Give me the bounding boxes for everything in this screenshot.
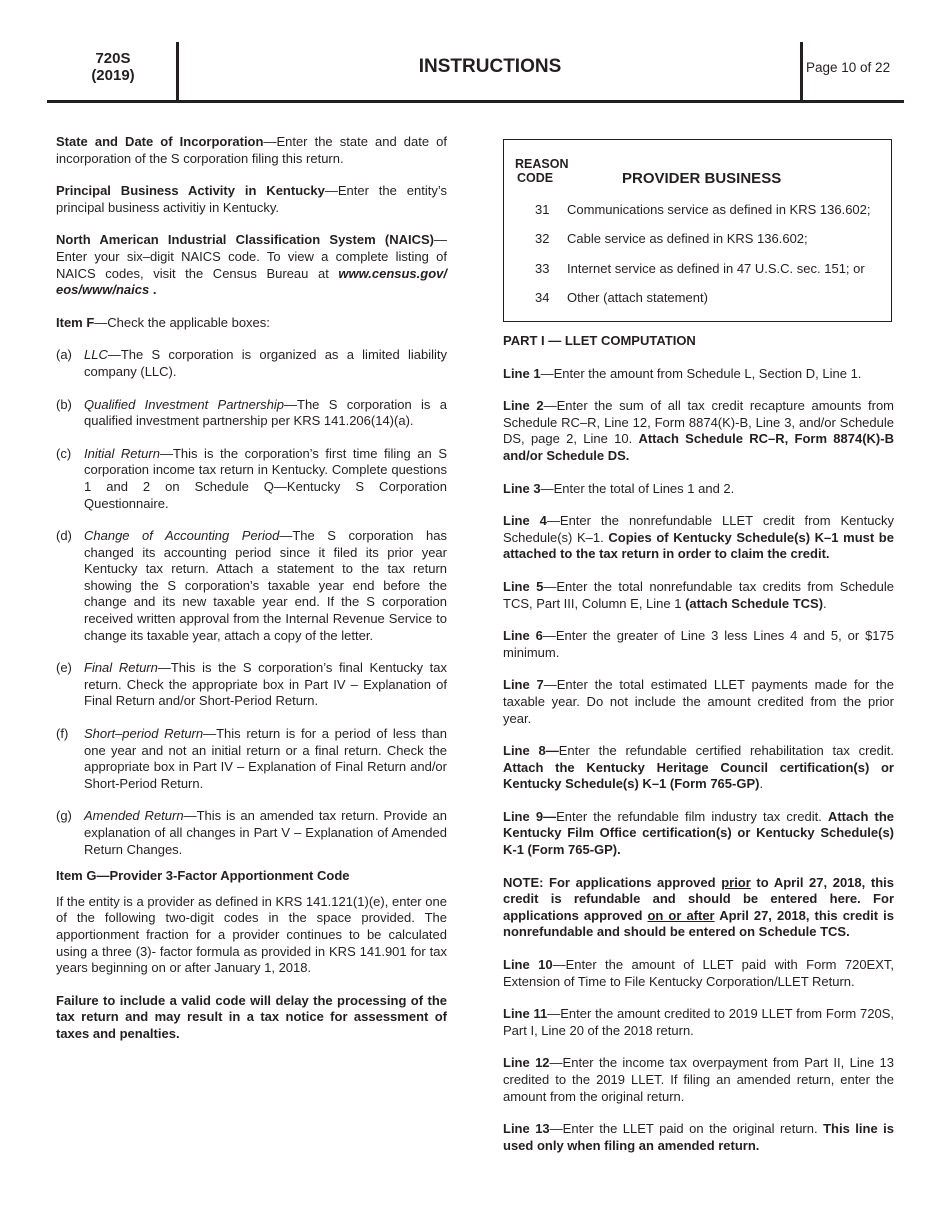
line-6: Line 6—Enter the greater of Line 3 less Lines 4 and 5, or $175 minimum. <box>503 628 894 660</box>
note: NOTE: For applications approved prior to April 27, 2018, this credit is refundable and should be entered here. For applications approved on or after April 27, 2018, this credit is nonrefundable and should be entered on Schedule TCS. <box>503 874 894 940</box>
line-8: Line 8—Enter the refundable certified rehabilitation tax credit. Attach the Kentucky Heritage Council certification(s) or Kentucky Schedule(s) K–1 (Form 765-GP). <box>503 743 894 792</box>
provider-code-table: REASON CODE PROVIDER BUSINESS 31 Communications service as defined in KRS 136.602; 32 Cable service as defined in KRS 136.602; 33 Internet service as defined in 47 U.S.C. sec. 151; or 34 Other (attach statement) <box>503 139 892 322</box>
naics-section: North American Industrial Classification System (NAICS)— Enter your six–digit NAICS code. To view a complete listing of NAICS codes, visit the Census Bureau at www.census.gov/ eos/www/naics . <box>56 232 447 298</box>
item-f-short-period: (f) Short–period Return—This return is for a period of less than one year and not an initial return or a final return. Check the appropriate box in Part IV – Explanation of Final Return and/or Short-Period Return. <box>56 726 447 791</box>
page-title: INSTRUCTIONS <box>418 56 562 77</box>
right-column <box>503 333 894 1170</box>
state-incorporation: State and Date of Incorporation—Enter the state and date of incorporation of the S corporation filing this return. <box>56 134 447 166</box>
line-5: Line 5—Enter the total nonrefundable tax credits from Schedule TCS, Part III, Column E, Line 1 (attach Schedule TCS). <box>503 578 894 611</box>
item-c: (c) Initial Return—This is the corporation’s first time filing an S corporation income tax return in Kentucky. Complete questions 1 and 2 on Schedule Q—Kentucky S Corporation Questionnaire. <box>56 445 447 511</box>
item-f: Item F—Check the applicable boxes: <box>56 314 270 330</box>
line-7: Line 7—Enter the total estimated LLET payments made for the taxable year. Do not include the amount credited from the prior year. <box>503 677 894 726</box>
header-divider-left <box>176 42 179 102</box>
line-13: Line 13—Enter the LLET paid on the original return. This line is used only when filing an amended return. <box>503 1121 894 1153</box>
header-divider-right <box>800 42 803 102</box>
census-link[interactable]: www.census.gov/ eos/www/naics <box>56 265 447 298</box>
left-column <box>56 134 447 1059</box>
item-e: (e) Final Return—This is the S corporation’s final Kentucky tax return. Check the appropriate box in Part IV – Explanation of Final Return and/or Short-Period Return. <box>56 660 448 709</box>
line-3: Line 3—Enter the total of Lines 1 and 2. <box>503 480 735 496</box>
form-number: 720S <box>95 50 131 67</box>
line-1: Line 1—Enter the amount from Schedule L, Section D, Line 1. <box>503 365 862 381</box>
item-d: (d) Change of Accounting Period—The S corporation has changed its accounting period since it filed its prior year Kentucky tax return. Attach a statement to the tax return showing the S corporation’s taxable year end before the change and its new taxable year end. If the S corporation received written approval from the Internal Revenue Service to change its taxable year, attach a copy of the letter. <box>56 528 447 643</box>
item-g-heading: Item G—Provider 3-Factor Apportionment Code <box>56 868 350 884</box>
line-2: Line 2—Enter the sum of all tax credit recapture amounts from Schedule RC–R, Line 12, Form 8874(K)-B, Line 3, and/or Schedule DS, page 2, Line 10. Attach Schedule RC–R, Form 8874(K)-B and/or Schedule DS. <box>503 398 895 463</box>
principal-business: Principal Business Activity in Kentucky—Enter the entity’s principal business activitiy in Kentucky. <box>56 183 447 215</box>
provider-business-header: PROVIDER BUSINESS <box>622 170 782 187</box>
line-11: Line 11—Enter the amount credited to 2019 LLET from Form 720S, Part I, Line 20 of the 2018 return. <box>503 1006 895 1038</box>
form-id <box>50 50 176 84</box>
page-number: Page 10 of 22 <box>806 60 891 75</box>
item-g-amended: (g) Amended Return—This is an amended tax return. Provide an explanation of all changes in Part V – Explanation of Amended Return Changes. <box>56 808 447 857</box>
header-rule <box>47 100 904 103</box>
line-4: Line 4—Enter the nonrefundable LLET credit from Kentucky Schedule(s) K–1. Copies of Kentucky Schedule(s) K–1 must be attached to the tax return in order to claim the credit. <box>503 513 894 562</box>
line-10: Line 10—Enter the amount of LLET paid with Form 720EXT, Extension of Time to File Kentucky Corporation/LLET Return. <box>503 957 895 989</box>
line-12: Line 12—Enter the income tax overpayment from Part II, Line 13 credited to the 2019 LLET. If filing an amended return, enter the amount from the original return. <box>503 1055 895 1104</box>
reason-code-header: REASON CODE <box>515 157 569 185</box>
item-b: (b) Qualified Investment Partnership—The S corporation is a qualified investment partnership per KRS 141.206(14)(a). <box>56 396 447 429</box>
form-year: (2019) <box>91 67 135 84</box>
item-g-text: If the entity is a provider as defined in KRS 141.121(1)(e), enter one of the following two-digit codes in the space provided. The apportionment fraction for a provider continues to be calculated using a three (3)- factor formula as provided in KRS 141.901 for tax years beginning on or after January 1, 2018. <box>56 893 447 976</box>
part1-heading: PART I — LLET COMPUTATION <box>503 333 696 348</box>
item-a: (a) LLC—The S corporation is organized as a limited liability company (LLC). <box>56 347 447 379</box>
failure-warning: Failure to include a valid code will delay the processing of the tax return and may result in a tax notice for assessment of taxes and penalties. <box>56 992 447 1041</box>
line-9: Line 9—Enter the refundable film industry tax credit. Attach the Kentucky Film Office certification(s) or Kentucky Schedule(s) K-1 (Form 765-GP). <box>503 808 894 858</box>
